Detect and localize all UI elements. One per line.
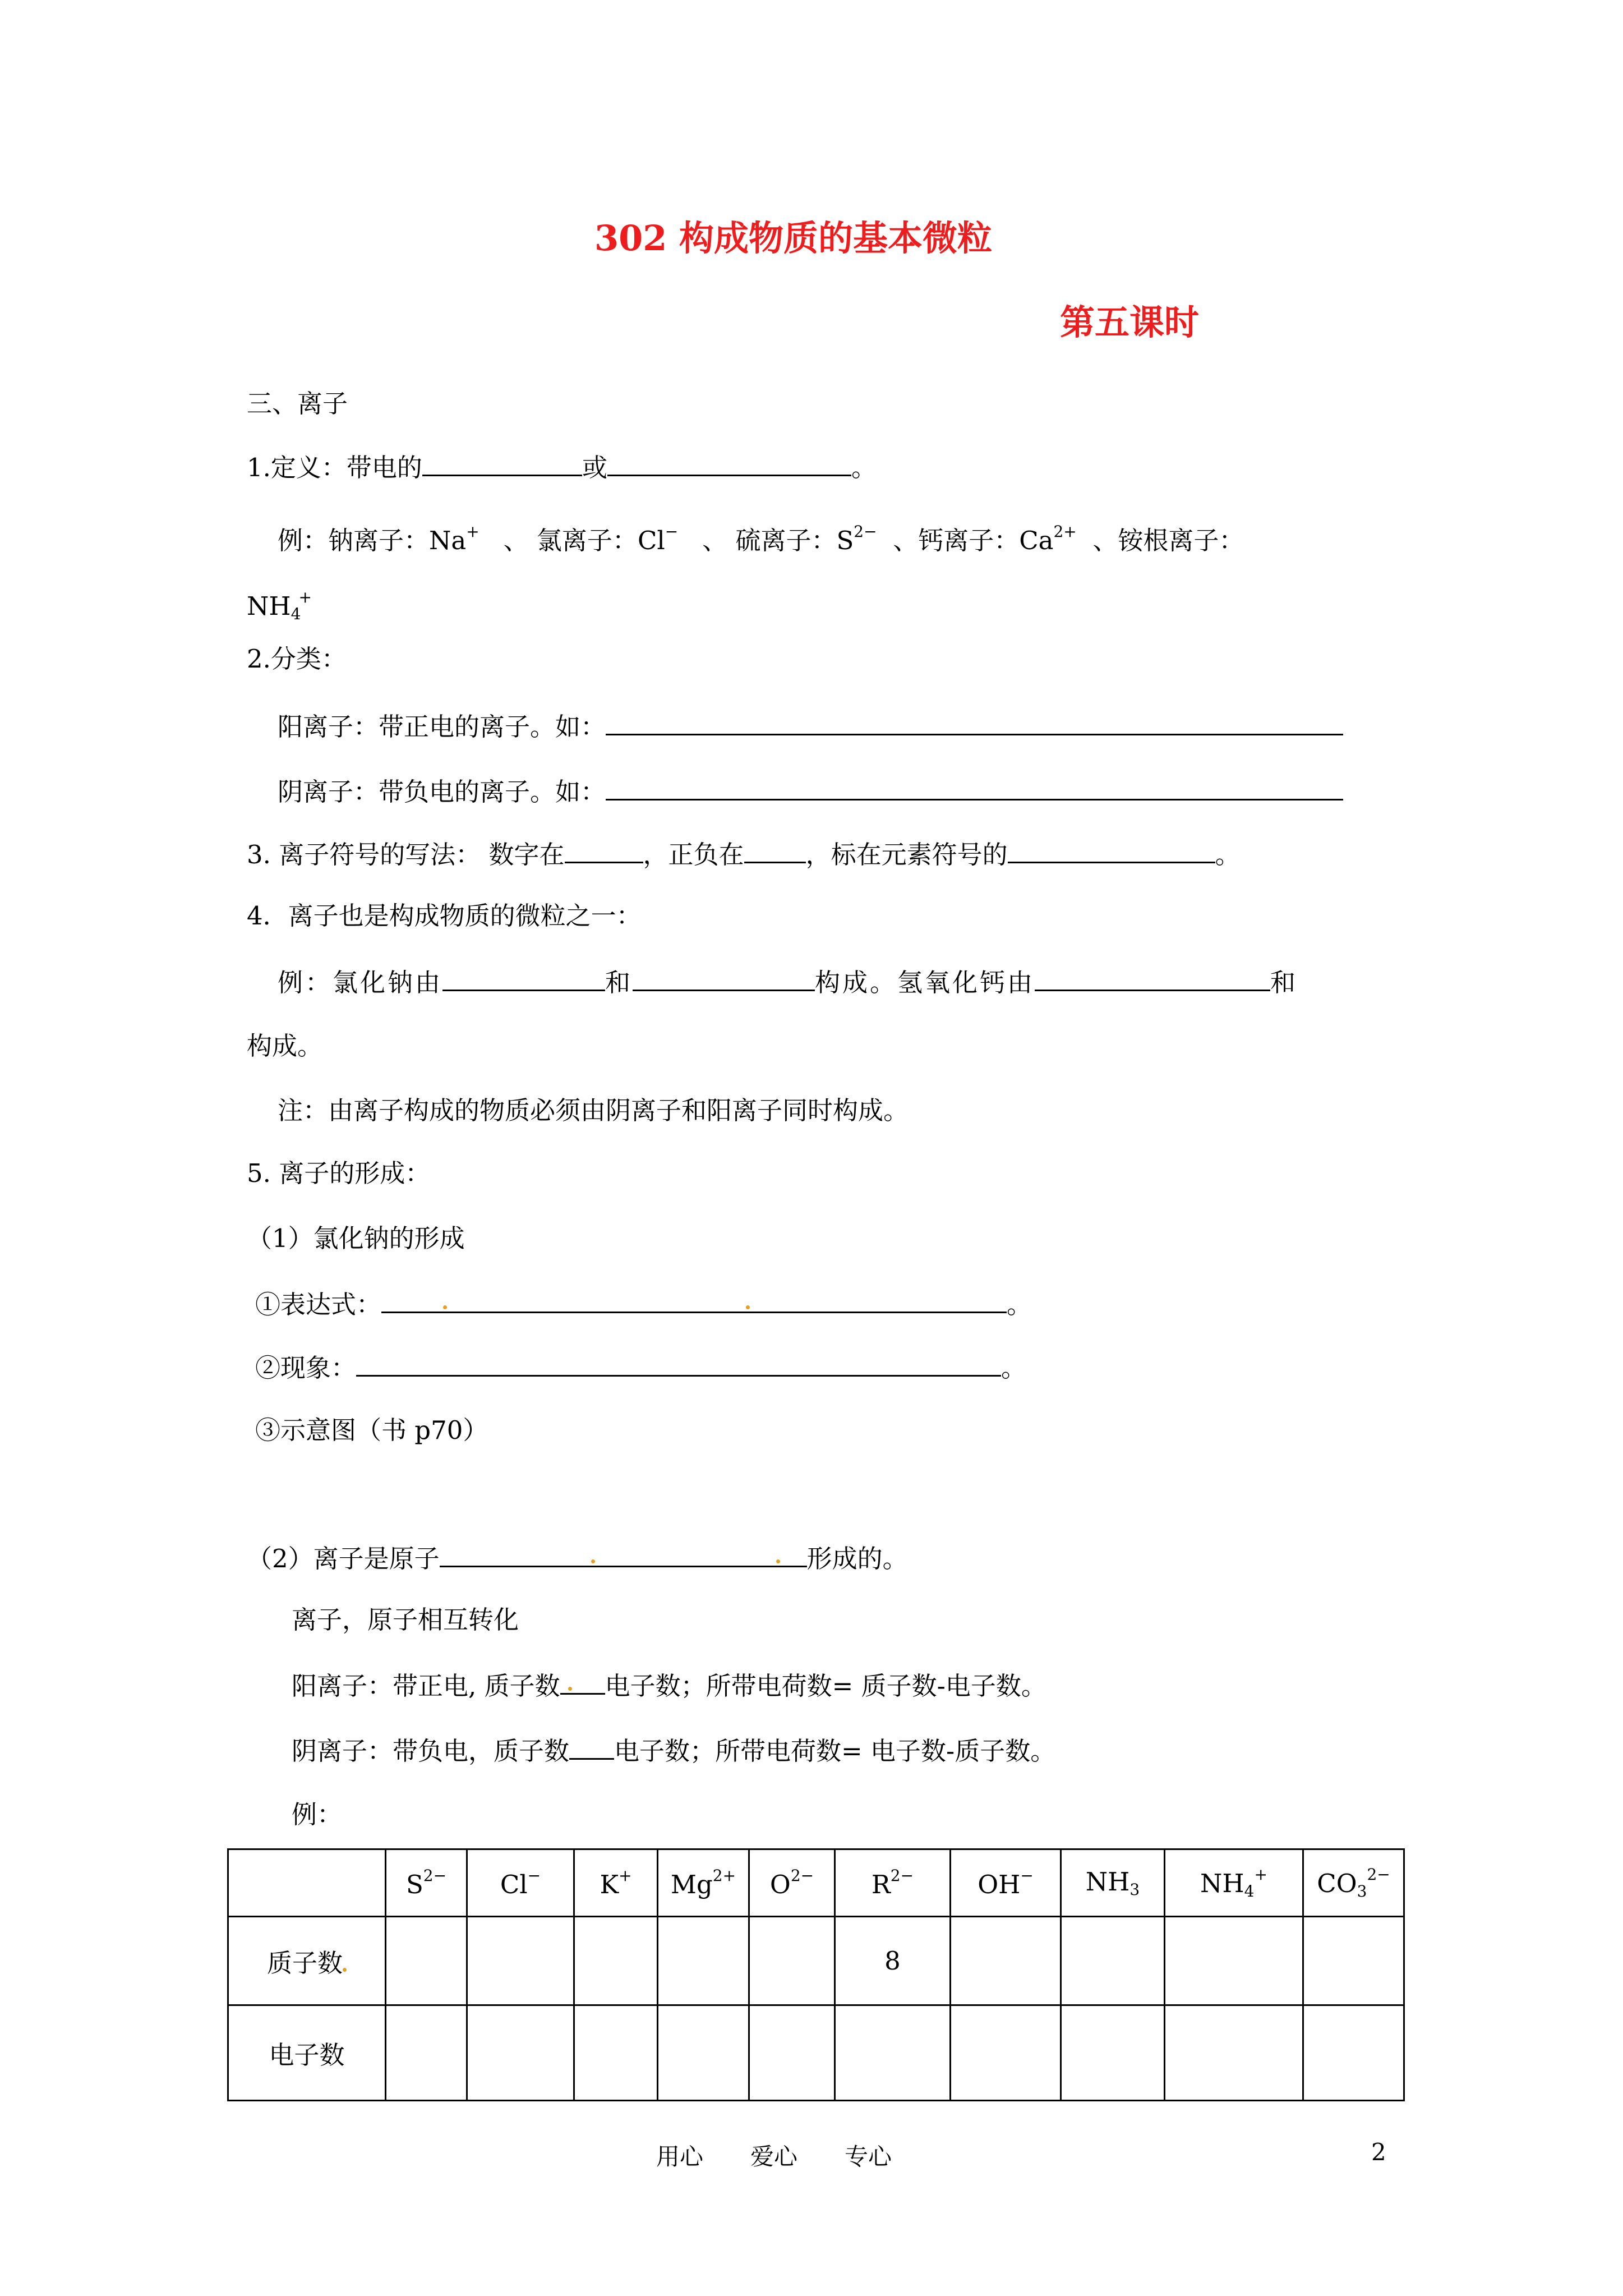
conversion-line: 离子，原子相互转化 xyxy=(292,1605,519,1635)
ion-header: $R^{2-}$ xyxy=(835,1849,951,1917)
table-cell[interactable] xyxy=(386,1917,467,2005)
fill-blank[interactable] xyxy=(607,449,851,476)
ion-header: K+ xyxy=(574,1849,658,1917)
definition-text: 1.定义：带电的 xyxy=(247,453,422,482)
ion-header: Cl− xyxy=(467,1849,574,1917)
ion-nh4: $NH_4^+$ xyxy=(247,588,312,623)
example-sep: 、 硫离子： xyxy=(702,526,837,555)
table-cell[interactable] xyxy=(749,1917,835,2005)
table-cell[interactable] xyxy=(1165,1917,1303,2005)
fill-blank[interactable] xyxy=(569,1732,614,1760)
symbol-writing-line: 3. 离子符号的写法： 数字在 ，正负在 ，标在元素符号的 。 xyxy=(247,836,1241,872)
ion-header: OH− xyxy=(951,1849,1061,1917)
fill-blank[interactable] xyxy=(633,964,815,991)
row-label: 电子数 xyxy=(228,2005,386,2101)
table-cell[interactable] xyxy=(749,2005,835,2101)
point4-heading: 4．离子也是构成物质的微粒之一： xyxy=(247,901,642,931)
point5-heading: 5. 离子的形成： xyxy=(247,1158,431,1188)
ion-cl: Cl− xyxy=(637,522,679,555)
fill-blank[interactable] xyxy=(560,1667,605,1695)
point4-example-cont: 构成。 xyxy=(247,1031,323,1061)
phenomenon-line: ②现象： 。 xyxy=(255,1349,1026,1385)
table-cell[interactable] xyxy=(1165,2005,1303,2101)
table-cell[interactable] xyxy=(951,2005,1061,2101)
fill-blank[interactable] xyxy=(744,836,806,863)
table-cell[interactable] xyxy=(1303,1917,1404,2005)
page-title: 302 构成物质的基本微粒 xyxy=(594,218,993,259)
fill-blank[interactable] xyxy=(440,1540,807,1567)
table-cell[interactable] xyxy=(574,2005,658,2101)
table-example-label: 例： xyxy=(292,1800,343,1829)
definition-or: 或 xyxy=(582,453,607,482)
table-cell[interactable] xyxy=(1061,1917,1165,2005)
table-header-row xyxy=(228,1849,1404,1917)
table-cell[interactable]: 8 xyxy=(835,1917,951,2005)
fill-blank[interactable] xyxy=(1035,964,1270,991)
table-row xyxy=(228,2005,1404,2101)
fill-blank[interactable] xyxy=(381,1286,1007,1313)
ion-ca: $Ca^{2+}$ xyxy=(1019,522,1077,555)
example-sep: 、钙离子： xyxy=(893,526,1020,555)
footer-motto: 用心 爱心 专心 xyxy=(656,2143,892,2170)
point4-example: 例：氯化钠由 和 构成。氢氧化钙由 和 xyxy=(278,964,1298,1000)
fill-blank[interactable] xyxy=(356,1349,1001,1377)
ion-table xyxy=(227,1848,1405,2101)
fill-blank[interactable] xyxy=(442,964,605,991)
ion-header: $CO_3^{2-}$ xyxy=(1303,1849,1404,1917)
ion-header: $S^{2-}$ xyxy=(386,1849,467,1917)
classification-heading: 2.分类： xyxy=(247,644,347,674)
row-label: 质子数 xyxy=(228,1917,386,2005)
fill-blank[interactable] xyxy=(565,836,643,863)
ion-na: Na+ xyxy=(429,522,479,555)
cation-rule: 阳离子：带正电, 质子数 电子数；所带电荷数= 质子数-电子数。 xyxy=(292,1667,1046,1703)
example-label: 例：钠离子： xyxy=(278,526,430,555)
fill-blank[interactable] xyxy=(422,449,582,476)
ion-header: $NH_3$ xyxy=(1061,1849,1165,1917)
ion-header: $Mg^{2+}$ xyxy=(658,1849,749,1917)
anion-line: 阴离子：带负电的离子。如： xyxy=(278,773,1343,809)
table-cell[interactable] xyxy=(835,2005,951,2101)
table-cell[interactable] xyxy=(658,1917,749,2005)
cation-line: 阳离子：带正电的离子。如： xyxy=(278,708,1343,744)
table-cell[interactable] xyxy=(1061,2005,1165,2101)
table-cell[interactable] xyxy=(574,1917,658,2005)
section-heading: 三、离子 xyxy=(247,389,348,418)
diagram-line: ③示意图（书 p70） xyxy=(255,1415,488,1445)
table-cell[interactable] xyxy=(658,2005,749,2101)
ion-header: $NH_4^+$ xyxy=(1165,1849,1303,1917)
ion-header: $O^{2-}$ xyxy=(749,1849,835,1917)
note-line: 注：由离子构成的物质必须由阴离子和阳离子同时构成。 xyxy=(278,1096,909,1125)
table-cell[interactable] xyxy=(1303,2005,1404,2101)
fill-blank[interactable] xyxy=(1008,836,1215,863)
fill-blank[interactable] xyxy=(606,773,1343,800)
definition-end: 。 xyxy=(851,453,877,482)
anion-rule: 阴离子：带负电，质子数 电子数；所带电荷数= 电子数-质子数。 xyxy=(292,1732,1055,1768)
point5-sub2: （2）离子是原子 形成的。 xyxy=(247,1540,908,1576)
example-ions-line xyxy=(278,515,1244,558)
point5-sub1: （1）氯化钠的形成 xyxy=(247,1223,465,1253)
page-number: 2 xyxy=(1371,2138,1386,2166)
table-cell[interactable] xyxy=(467,2005,574,2101)
ion-s: $S^{2-}$ xyxy=(836,522,877,555)
fill-blank[interactable] xyxy=(606,708,1343,735)
example-sep: 、铵根离子： xyxy=(1092,526,1244,555)
expression-line: ①表达式： 。 xyxy=(255,1286,1032,1322)
table-cell[interactable] xyxy=(951,1917,1061,2005)
page-subtitle: 第五课时 xyxy=(1060,302,1200,343)
table-cell[interactable] xyxy=(467,1917,574,2005)
table-corner-cell xyxy=(228,1849,386,1917)
definition-line xyxy=(247,449,877,485)
example-sep: 、 氯离子： xyxy=(503,526,638,555)
table-row xyxy=(228,1917,1404,2005)
table-cell[interactable] xyxy=(386,2005,467,2101)
